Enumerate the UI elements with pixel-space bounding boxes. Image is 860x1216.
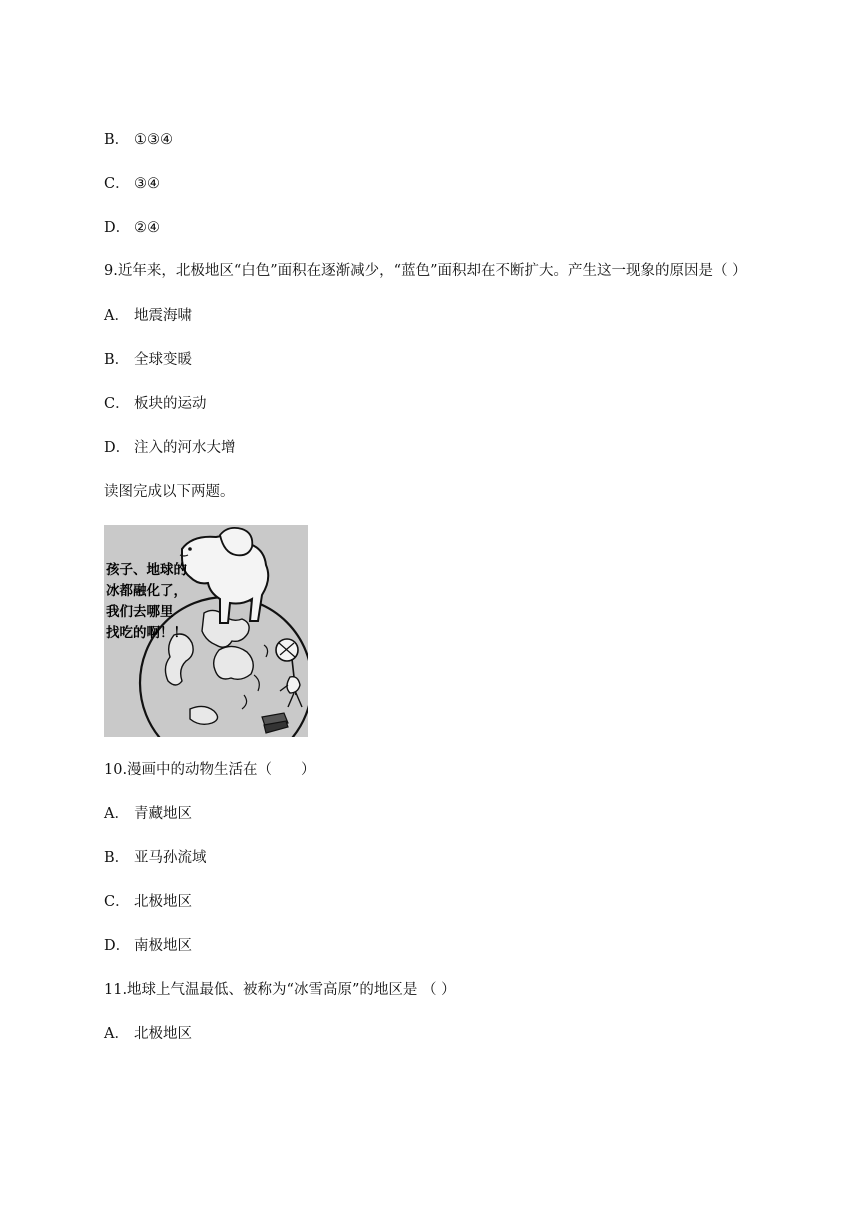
option-letter: A． — [104, 308, 129, 324]
option-text: 亚马孙流域 — [134, 850, 207, 866]
option-text: ①③④ — [134, 132, 173, 148]
option-letter: A． — [104, 1026, 129, 1042]
option-text: ③④ — [134, 176, 160, 192]
q8-option-b — [104, 130, 173, 150]
cartoon-speech-line-3: 我们去哪里 — [106, 604, 174, 620]
continent-shape — [190, 706, 218, 724]
cartoon-speech-line-1: 孩子、地球的 — [106, 562, 187, 578]
q11-option-a — [104, 1024, 192, 1044]
q9-stem: 9.近年来，北极地区“白色”面积在逐渐减少，“蓝色”面积却在不断扩大。产生这一现象的原因是（ ） — [104, 263, 747, 279]
option-text: 南极地区 — [134, 938, 192, 954]
option-text: 注入的河水大增 — [134, 440, 236, 456]
q10-option-c — [104, 892, 192, 912]
q9-option-b — [104, 350, 192, 370]
q10-option-b — [104, 848, 207, 868]
cartoon-figure — [104, 525, 308, 737]
option-text: 板块的运动 — [134, 396, 207, 412]
option-letter: C． — [104, 396, 130, 412]
person-icon — [287, 677, 300, 693]
option-text: 北极地区 — [134, 1026, 192, 1042]
option-letter: A． — [104, 806, 129, 822]
option-letter: D． — [104, 220, 131, 236]
option-letter: B． — [104, 850, 130, 866]
option-text: 青藏地区 — [134, 806, 192, 822]
option-text: 地震海啸 — [134, 308, 192, 324]
q9-option-c — [104, 394, 207, 414]
option-text: ②④ — [134, 220, 160, 236]
q8-option-c — [104, 174, 160, 194]
q8-option-d — [104, 218, 160, 238]
q10-stem: 10.漫画中的动物生活在（ ） — [104, 762, 316, 778]
cartoon-speech-line-4: 找吃的啊！！ — [106, 625, 187, 641]
option-text: 北极地区 — [134, 894, 192, 910]
option-letter: D． — [104, 938, 131, 954]
option-letter: C． — [104, 176, 130, 192]
cartoon-speech-line-2: 冰都融化了， — [106, 583, 187, 599]
option-letter: B． — [104, 132, 130, 148]
figure-instruction: 读图完成以下两题。 — [104, 484, 235, 500]
option-letter: B． — [104, 352, 130, 368]
q9-option-d — [104, 438, 236, 458]
q11-stem: 11.地球上气温最低、被称为“冰雪高原”的地区是 （ ） — [104, 982, 456, 998]
continent-shape — [214, 646, 254, 679]
q9-option-a — [104, 306, 192, 326]
q10-option-d — [104, 936, 192, 956]
option-letter: D． — [104, 440, 131, 456]
q10-option-a — [104, 804, 192, 824]
option-letter: C． — [104, 894, 130, 910]
option-text: 全球变暖 — [134, 352, 192, 368]
